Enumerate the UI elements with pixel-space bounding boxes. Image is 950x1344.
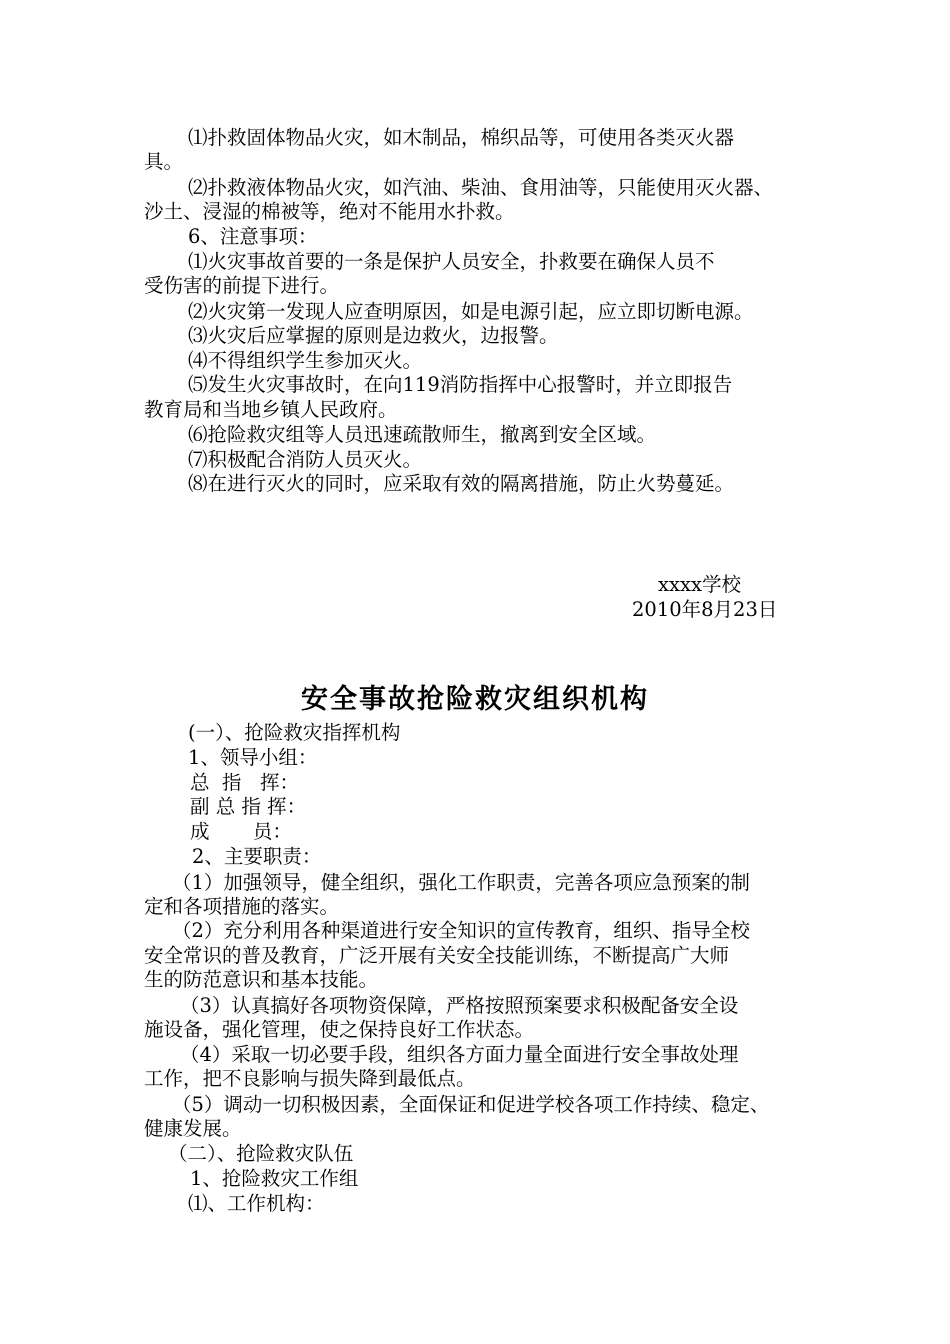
- paragraph-line: 具。: [144, 150, 184, 173]
- paragraph-line: ⑺积极配合消防人员灭火。: [188, 448, 423, 471]
- paragraph-line: 沙土、浸湿的棉被等，绝对不能用水扑救。: [144, 200, 515, 223]
- subsection-heading: （二）、抢险救灾队伍: [168, 1142, 354, 1165]
- paragraph-line: ⑴、工作机构：: [188, 1192, 325, 1215]
- paragraph-line: 安全常识的普及教育，广泛开展有关安全技能训练，不断提高广大师: [144, 944, 730, 967]
- paragraph-line: 受伤害的前提下进行。: [144, 274, 340, 297]
- paragraph-line: 施设备，强化管理，使之保持良好工作状态。: [144, 1018, 535, 1041]
- paragraph-line: 总 指 挥：: [190, 771, 299, 794]
- paragraph-line: 教育局和当地乡镇人民政府。: [144, 398, 398, 421]
- paragraph-line: ⑵火灾第一发现人应查明原因，如是电源引起，应立即切断电源。: [188, 300, 754, 323]
- paragraph-line: 定和各项措施的落实。: [144, 895, 340, 918]
- signature-date: 2010年8月23日: [632, 598, 778, 621]
- paragraph-line: 2、主要职责：: [192, 845, 322, 868]
- paragraph-line: ⑵扑救液体物品火灾，如汽油、柴油、食用油等，只能使用灭火器、: [188, 176, 774, 199]
- paragraph-line: ⑴火灾事故首要的一条是保护人员安全，扑救要在确保人员不: [188, 250, 715, 273]
- paragraph-line: （2）充分利用各种渠道进行安全知识的宣传教育，组织、指导全校: [172, 919, 750, 942]
- section-title: 安全事故抢险救灾组织机构: [301, 684, 649, 715]
- paragraph-line: ⑴扑救固体物品火灾，如木制品，棉织品等，可使用各类灭火器: [188, 126, 735, 149]
- paragraph-line: ⑶火灾后应掌握的原则是边救火，边报警。: [188, 324, 559, 347]
- paragraph-line: 健康发展。: [144, 1117, 242, 1140]
- paragraph-line: 工作，把不良影响与损失降到最低点。: [144, 1067, 476, 1090]
- paragraph-line: 成 员：: [190, 820, 292, 843]
- paragraph-line: 1、领导小组：: [188, 746, 318, 769]
- paragraph-line: 副 总 指 挥：: [190, 795, 307, 818]
- paragraph-line: ⑻在进行灭火的同时，应采取有效的隔离措施，防止火势蔓延。: [188, 472, 735, 495]
- paragraph-line: 1、抢险救灾工作组: [190, 1167, 359, 1190]
- paragraph-line: （1）加强领导，健全组织，强化工作职责，完善各项应急预案的制: [172, 871, 750, 894]
- paragraph-line: ⑹抢险救灾组等人员迅速疏散师生，撤离到安全区域。: [188, 423, 657, 446]
- paragraph-line: 生的防范意识和基本技能。: [144, 968, 379, 991]
- paragraph-line: （3）认真搞好各项物资保障，严格按照预案要求积极配备安全设: [180, 994, 739, 1017]
- paragraph-line: ⑷不得组织学生参加灭火。: [188, 349, 423, 372]
- school-name: xxxx学校: [658, 573, 741, 596]
- paragraph-line: （4）采取一切必要手段，组织各方面力量全面进行安全事故处理: [180, 1043, 739, 1066]
- paragraph-line: ⑸发生火灾事故时，在向119消防指挥中心报警时，并立即报告: [188, 373, 733, 396]
- section-heading: 6、注意事项：: [188, 225, 318, 248]
- subsection-heading: (一）、抢险救灾指挥机构: [188, 721, 401, 744]
- paragraph-line: （5）调动一切积极因素，全面保证和促进学校各项工作持续、稳定、: [172, 1093, 770, 1116]
